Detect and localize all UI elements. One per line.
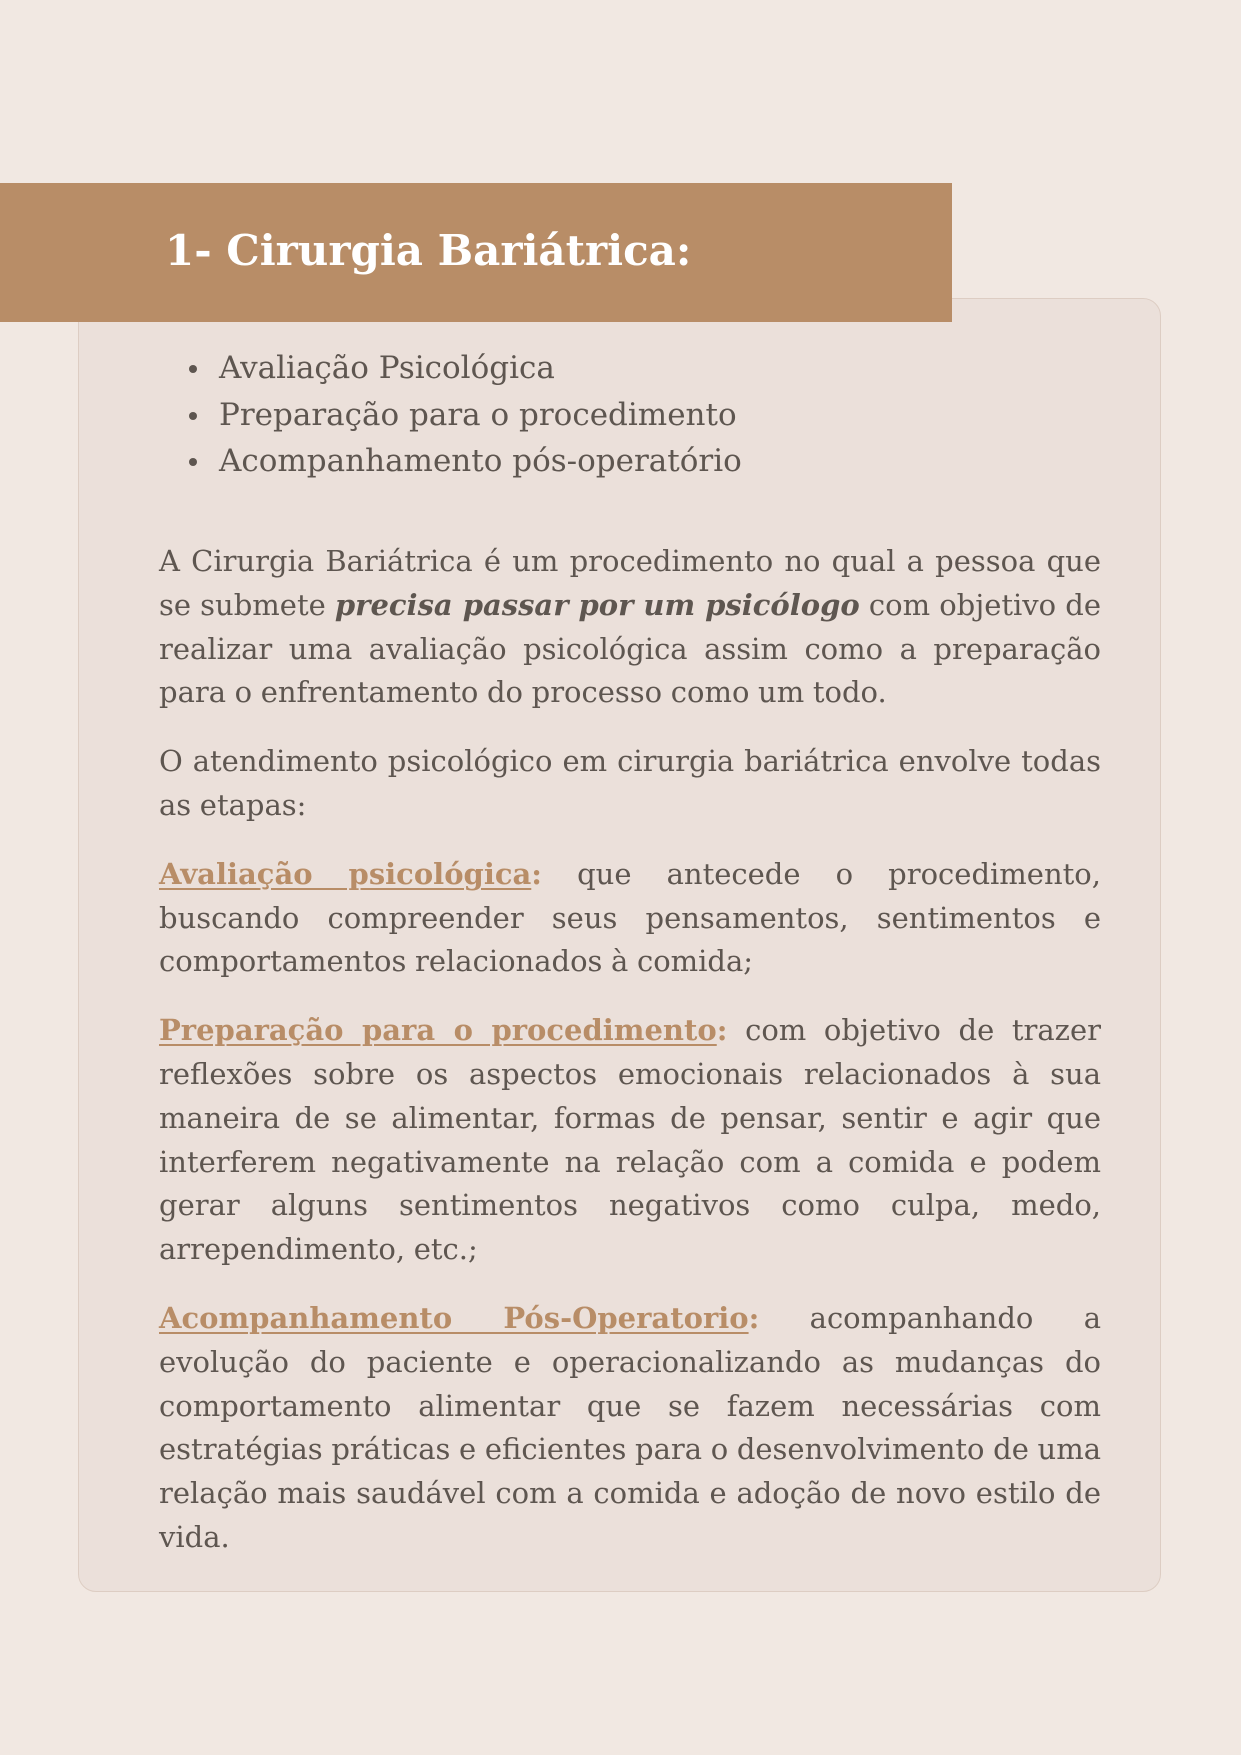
list-item	[189, 438, 742, 485]
stage-paragraph-postop	[159, 1297, 1101, 1560]
stage-paragraph-evaluation	[159, 853, 1101, 984]
intro-text-before: A Cirurgia Bariátrica é um procedimento no qual a pessoa que se submete	[159, 544, 1101, 622]
stage-heading: Preparação para o procedimento	[159, 1013, 717, 1048]
intro-emphasis: precisa passar por um psicólogo	[334, 587, 860, 622]
stage-text: que antecede o procedimento, buscando compreender seus pensamentos, sentimentos e comportamentos relacionados à comida;	[159, 856, 1101, 979]
list-item-label: Acompanhamento pós-operatório	[219, 443, 742, 479]
stage-text: com objetivo de trazer reflexões sobre os aspectos emocionais relacionados à sua maneira de se alimentar, formas de pensar, sentir e agir que interferem negativamente na relação com a comida e podem gerar alguns sentimentos negativos como culpa, medo, arrependimento, etc.;	[159, 1013, 1101, 1267]
list-item-label: Avaliação Psicológica	[219, 350, 555, 386]
section-title: 1- Cirurgia Bariátrica:	[165, 226, 692, 275]
stage-heading-colon: :	[716, 1013, 728, 1048]
intro-paragraph	[159, 540, 1101, 715]
body-text	[159, 540, 1101, 1585]
stage-paragraph-preparation	[159, 1009, 1101, 1272]
intro-text-after: com objetivo de realizar uma avaliação psicológica assim como a preparação para o enfrentamento do processo como um todo.	[159, 587, 1101, 710]
stage-text: acompanhando a evolução do paciente e operacionalizando as mudanças do comportamento alimentar que se fazem necessárias com estratégias práticas e eficientes para o desenvolvimento de uma relação mais saudável com a comida e adoção de novo estilo de vida.	[159, 1300, 1101, 1554]
list-item	[189, 345, 742, 392]
list-item	[189, 392, 742, 439]
bullet-icon	[189, 458, 197, 466]
list-item-label: Preparação para o procedimento	[219, 396, 737, 433]
stage-heading-colon: :	[748, 1300, 760, 1335]
stages-intro-paragraph: O atendimento psicológico em cirurgia bariátrica envolve todas as etapas:	[159, 744, 1101, 822]
stage-heading: Avaliação psicológica	[159, 856, 532, 891]
stage-heading: Acompanhamento Pós-Operatorio	[159, 1300, 749, 1335]
section-banner	[0, 183, 952, 322]
bullet-icon	[189, 412, 197, 420]
service-list	[189, 345, 742, 485]
bullet-icon	[189, 365, 197, 373]
stage-heading-colon: :	[531, 856, 542, 891]
